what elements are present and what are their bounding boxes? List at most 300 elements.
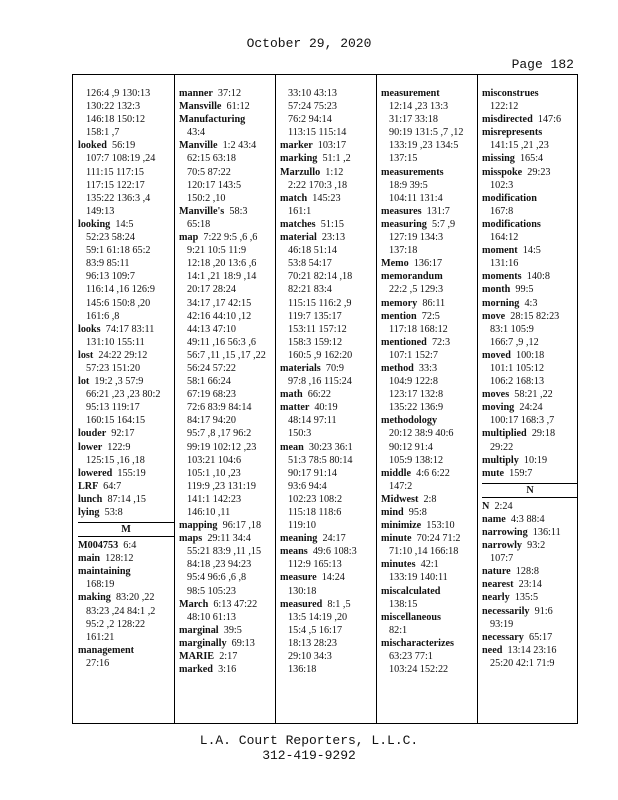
index-references-continued: 46:18 51:14 [288,245,337,257]
index-references: 29:18 [531,428,556,440]
index-references: 4:3 [524,297,538,309]
index-references-continued: 95:4 96:6 ,6 ,8 [187,572,247,584]
index-references-continued: 97:8 ,16 115:24 [288,376,352,388]
index-entry [78,349,174,362]
index-references-continued: 101:1 105:12 [490,362,545,374]
index-references-continued: 56:24 57:22 [187,362,236,374]
index-references-continued: 66:21 ,23 ,23 80:2 [86,389,161,401]
index-references: 14:24 [321,572,345,584]
index-entry [482,244,578,257]
index-column-3 [280,87,376,676]
index-references-continued: 145:6 150:8 ,20 [86,297,151,309]
index-word: moments [482,271,522,283]
index-references-continued: 83:23 ,24 84:1 ,2 [86,605,156,617]
index-references-continued: 168:19 [86,579,115,591]
index-word: lot [78,376,90,388]
index-references: 24:22 29:12 [98,349,148,361]
index-entry [280,166,376,179]
index-references: 70:9 [325,362,344,374]
index-word: lost [78,349,94,361]
index-references-continued: 48:14 97:11 [288,415,337,427]
index-word: modification [482,192,537,204]
index-references-continued: 105:9 138:12 [389,454,444,466]
index-word: main [78,553,101,565]
index-references: 19:2 ,3 57:9 [94,376,144,388]
column-divider [275,75,276,723]
index-references-continued: 131:10 155:11 [86,336,145,348]
index-references-continued: 63:23 77:1 [389,651,433,663]
index-entry [381,585,477,598]
index-references: 23:13 [321,232,346,244]
index-references-continued: 65:18 [187,218,211,230]
index-entry [482,388,578,401]
index-references: 131:7 [426,205,450,217]
index-word: Manville [179,140,218,152]
index-entry [280,441,376,454]
index-references-continued: 104:9 122:8 [389,376,438,388]
index-references: 128:8 [515,566,539,578]
index-word: moving [482,402,515,414]
index-entry [482,591,578,604]
index-references: 29:23 [527,166,551,178]
index-references: 14:5 [522,245,541,257]
index-references-continued: 135:22 136:3 ,4 [86,192,151,204]
index-references-continued: 9:21 10:5 11:9 [187,245,247,257]
index-references: 33:3 [418,362,438,374]
index-references-continued: 43:4 [187,127,206,139]
index-references: 3:16 [218,664,237,676]
index-entry [179,139,275,152]
index-references: 65:17 [528,631,553,643]
index-entry [482,539,578,552]
index-word: matches [280,218,316,230]
index-entry [482,513,578,526]
index-references: 95:8 [408,507,427,518]
index-word: modifications [482,218,541,230]
index-word: nearly [482,592,510,604]
index-entry [179,598,275,611]
index-word: move [482,310,506,322]
index-entry [482,166,578,179]
index-entry [280,152,376,165]
index-references-continued: 84:18 ,23 94:23 [187,559,252,571]
index-word: need [482,644,503,656]
index-word: morning [482,297,520,309]
index-entry [78,375,174,388]
index-references: 29:11 34:4 [207,533,251,545]
index-references-continued: 161:21 [86,631,115,643]
index-references-continued: 56:7 ,11 ,15 ,17 ,22 [187,349,266,361]
index-entry [78,565,174,578]
index-word: lying [78,507,100,518]
index-references: 13:14 23:16 [507,644,557,656]
index-references-continued: 76:2 94:14 [288,114,332,126]
index-word: lowered [78,467,113,479]
index-entry [179,650,275,663]
index-word: moved [482,349,511,361]
index-references-continued: 138:15 [389,598,418,610]
index-entry [280,192,376,205]
index-entry [381,519,477,532]
index-entry [482,297,578,310]
index-references: 42:1 [420,559,439,571]
index-references: 2:17 [219,651,238,663]
index-references-continued: 107:7 [490,553,514,565]
index-entry [78,493,174,506]
index-entry [381,270,477,283]
index-references: 24:24 [519,402,543,414]
index-references: 83:20 ,22 [115,592,155,604]
index-references-continued: 70:5 87:22 [187,166,231,178]
index-references-continued: 113:15 115:14 [288,127,347,139]
index-references-continued: 93:19 [490,618,514,630]
index-word: misrepresents [482,127,543,139]
index-references-continued: 100:17 168:3 ,7 [490,415,555,427]
index-word: methodology [381,415,438,427]
index-references-continued: 120:17 143:5 [187,179,242,191]
index-word: match [280,192,308,204]
index-entry [482,152,578,165]
index-entry [482,631,578,644]
index-word: measures [381,205,422,217]
index-entry [78,467,174,480]
index-references: 72:3 [431,336,451,348]
index-references-continued: 95:13 119:17 [86,402,140,414]
index-entry [280,218,376,231]
index-entry [78,506,174,519]
index-references: 51:1 ,2 [322,153,351,165]
index-word: marked [179,664,213,676]
index-references: 69:13 [231,637,255,649]
index-entry [179,519,275,532]
index-word: misconstrues [482,88,539,99]
index-references: 64:7 [103,480,122,492]
index-entry [482,192,578,205]
index-word: memorandum [381,271,443,283]
index-references: 91:6 [534,605,553,617]
index-entry [179,113,275,126]
index-word: materials [280,362,321,374]
index-entry [280,362,376,375]
index-word: louder [78,428,107,440]
index-word: multiply [482,454,519,466]
index-word: moves [482,389,510,401]
page-number: Page 182 [511,57,574,72]
index-entry [381,336,477,349]
index-references: 8:1 ,5 [327,598,351,610]
index-references: 24:17 [322,533,346,545]
index-references-continued: 119:10 [288,520,316,532]
index-references-continued: 126:4 ,9 130:13 [86,88,151,99]
index-references-continued: 29:10 34:3 [288,651,332,663]
index-word: management [78,644,135,656]
index-references-continued: 93:6 94:4 [288,480,327,492]
index-references-continued: 20:12 38:9 40:6 [389,428,454,440]
index-entry [381,532,477,545]
index-word: month [482,284,511,296]
index-references-continued: 117:15 122:17 [86,179,145,191]
index-references-continued: 58:1 66:24 [187,376,231,388]
index-entry [78,644,174,657]
index-references-continued: 84:17 94:20 [187,415,236,427]
index-references: 1:2 43:4 [222,140,257,152]
index-entry [78,552,174,565]
index-word: means [280,546,308,558]
index-references-continued: 164:12 [490,232,519,244]
index-word: marker [280,140,313,152]
index-references-continued: 146:18 150:12 [86,114,146,126]
index-references: 153:10 [426,520,455,532]
index-references-continued: 82:21 83:4 [288,284,332,296]
index-references-continued: 123:17 132:8 [389,389,444,401]
column-divider [376,75,377,723]
index-references: 2:24 [494,500,513,512]
index-references-continued: 105:1 ,10 ,23 [187,467,241,479]
index-references-continued: 103:24 152:22 [389,664,449,676]
index-word: lunch [78,493,103,505]
index-references: 96:17 ,18 [222,520,262,532]
index-references-continued: 115:18 118:6 [288,507,342,518]
index-references-continued: 52:23 58:24 [86,232,135,244]
index-word: maintaining [78,566,131,578]
index-references-continued: 20:17 28:24 [187,284,236,296]
index-references-continued: 158:3 159:12 [288,336,343,348]
index-references: 6:13 47:22 [213,598,258,610]
index-references-continued: 112:9 165:13 [288,559,342,571]
index-entry [482,454,578,467]
index-references: 92:17 [111,428,135,440]
index-entry [381,87,477,100]
index-references-continued: 44:13 47:10 [187,323,236,335]
index-references: 136:17 [413,258,443,270]
index-word: marginal [179,624,219,636]
reporter-phone: 312-419-9292 [262,748,356,763]
index-word: mention [381,310,417,322]
index-entry [482,526,578,539]
index-word: misdirected [482,114,533,126]
index-references: 155:19 [117,467,146,479]
index-references: 58:3 [229,205,248,217]
index-references-continued: 95:2 ,2 128:22 [86,618,146,630]
index-references-continued: 96:13 109:7 [86,271,135,283]
index-references-continued: 90:12 91:4 [389,441,433,453]
index-references-continued: 122:12 [490,101,519,113]
index-references-continued: 22:2 ,5 129:3 [389,284,444,296]
index-entry [381,611,477,624]
index-references: 74:17 83:11 [105,323,155,335]
section-letter-heading: M [78,522,174,537]
index-references-continued: 133:19 ,23 134:5 [389,140,459,152]
index-references: 53:8 [104,507,123,518]
index-word: map [179,232,199,244]
index-references: 4:6 6:22 [416,467,450,479]
index-word: Manufacturing [179,114,246,126]
index-entry [78,427,174,440]
index-word: looked [78,140,107,152]
index-references: 135:5 [514,592,539,604]
index-references-continued: 55:21 83:9 ,11 ,15 [187,546,262,558]
index-references-continued: 133:19 140:11 [389,572,448,584]
index-word: nature [482,566,511,578]
index-references-continued: 42:16 44:10 ,12 [187,310,252,322]
index-word: memory [381,297,418,309]
index-entry [179,532,275,545]
index-word: measurement [381,88,440,99]
word-index-box [72,74,578,724]
index-references-continued: 141:15 ,21 ,23 [490,140,549,152]
index-references: 30:23 36:1 [308,441,353,453]
index-references-continued: 57:23 151:20 [86,362,141,374]
index-word: middle [381,467,412,479]
index-references-continued: 70:21 82:14 ,18 [288,271,353,283]
index-word: lower [78,441,103,453]
index-word: nearest [482,579,514,591]
index-entry [381,297,477,310]
index-references-continued: 90:19 131:5 ,7 ,12 [389,127,464,139]
index-references-continued: 130:22 132:3 [86,101,141,113]
index-entry [280,532,376,545]
index-references-continued: 14:1 ,21 18:9 ,14 [187,271,257,283]
index-references: 140:8 [526,271,550,283]
index-references-continued: 150:2 ,10 [187,192,226,204]
index-references-continued: 103:21 104:6 [187,454,242,466]
index-references: 6:4 [123,540,137,552]
index-word: mapping [179,520,218,532]
index-entry [482,401,578,414]
index-references-continued: 160:5 ,9 162:20 [288,349,353,361]
index-references-continued: 33:10 43:13 [288,88,337,99]
index-word: necessary [482,631,524,643]
index-references: 145:23 [312,192,341,204]
index-references-continued: 106:2 168:13 [490,376,545,388]
index-references: 165:4 [519,153,544,165]
index-word: misspoke [482,166,523,178]
index-word: manner [179,88,213,99]
index-entry [381,493,477,506]
index-references: 147:6 [537,114,562,126]
index-references-continued: 141:1 142:23 [187,493,242,505]
index-references: 5:7 ,9 [431,218,456,230]
index-references-continued: 18:13 28:23 [288,637,337,649]
index-references-continued: 107:1 152:7 [389,349,438,361]
index-entry [381,166,477,179]
index-word: miscellaneous [381,611,441,623]
index-word: math [280,389,303,401]
index-references-continued: 83:1 105:9 [490,323,534,335]
index-references: 37:12 [217,88,242,99]
index-references-continued: 111:15 117:15 [86,166,145,178]
index-entry [179,231,275,244]
index-entry [179,87,275,100]
index-references-continued: 2:22 170:3 ,18 [288,179,348,191]
index-references: 56:19 [111,140,136,152]
index-word: material [280,232,317,244]
index-word: looks [78,323,101,335]
footer [0,733,618,763]
index-references-continued: 98:5 105:23 [187,585,236,597]
index-word: M004753 [78,540,119,552]
index-references: 159:7 [509,467,533,479]
index-word: mentioned [381,336,427,348]
index-word: mean [280,441,304,453]
index-references-continued: 146:10 ,11 [187,507,231,518]
column-divider [174,75,175,723]
index-entry [482,126,578,139]
index-references-continued: 137:15 [389,153,418,165]
index-word: meaning [280,533,318,545]
index-entry [78,539,174,552]
index-references-continued: 107:7 108:19 ,24 [86,153,156,165]
index-references-continued: 72:6 83:9 84:14 [187,402,252,414]
index-entry [78,480,174,493]
index-word: multiplied [482,428,527,440]
section-letter-heading: N [482,483,578,498]
index-references-continued: 147:2 [389,480,413,492]
index-references-continued: 149:13 [86,205,115,217]
index-entry [482,218,578,231]
index-word: miscalculated [381,585,441,597]
index-references: 86:11 [422,297,446,309]
index-references-continued: 99:19 102:12 ,23 [187,441,257,453]
index-entry [381,205,477,218]
index-references-continued: 115:15 116:2 ,9 [288,297,352,309]
index-references-continued: 83:9 85:11 [86,258,130,270]
index-references: 128:12 [105,553,134,565]
index-references-continued: 127:19 134:3 [389,232,444,244]
index-references: 103:17 [317,140,347,152]
index-references: 23:14 [518,579,542,591]
index-references-continued: 12:14 ,23 13:3 [389,101,449,113]
index-references: 28:15 82:23 [510,310,560,322]
index-references-continued: 102:23 108:2 [288,493,343,505]
index-word: minutes [381,559,416,571]
index-word: looking [78,218,111,230]
index-references-continued: 137:18 [389,245,418,257]
index-word: mute [482,467,505,479]
index-entry [381,414,477,427]
index-references: 136:11 [532,527,561,538]
index-references-continued: 166:7 ,9 ,12 [490,336,539,348]
index-entry [179,624,275,637]
index-word: matter [280,402,310,414]
index-entry [179,205,275,218]
index-word: mischaracterizes [381,637,454,649]
index-word: missing [482,153,515,165]
index-entry [280,401,376,414]
index-entry [381,558,477,571]
index-references: 49:6 108:3 [312,546,357,558]
index-entry [179,637,275,650]
index-column-5 [482,87,578,670]
index-entry [482,87,578,100]
index-word: measured [280,598,323,610]
index-word: making [78,592,111,604]
index-references-continued: 167:8 [490,205,514,217]
index-references: 2:8 [423,493,437,505]
index-entry [381,218,477,231]
index-references-continued: 82:1 [389,624,408,636]
index-word: measurements [381,166,444,178]
index-word: LRF [78,480,98,492]
index-references-continued: 95:7 ,8 ,17 96:2 [187,428,252,440]
index-word: Manville's [179,205,225,217]
index-references-continued: 125:15 ,16 ,18 [86,454,145,466]
index-entry [280,388,376,401]
index-references: 39:5 [223,624,242,636]
index-word: Midwest [381,493,419,505]
column-divider [477,75,478,723]
index-references-continued: 116:14 ,16 126:9 [86,284,155,296]
